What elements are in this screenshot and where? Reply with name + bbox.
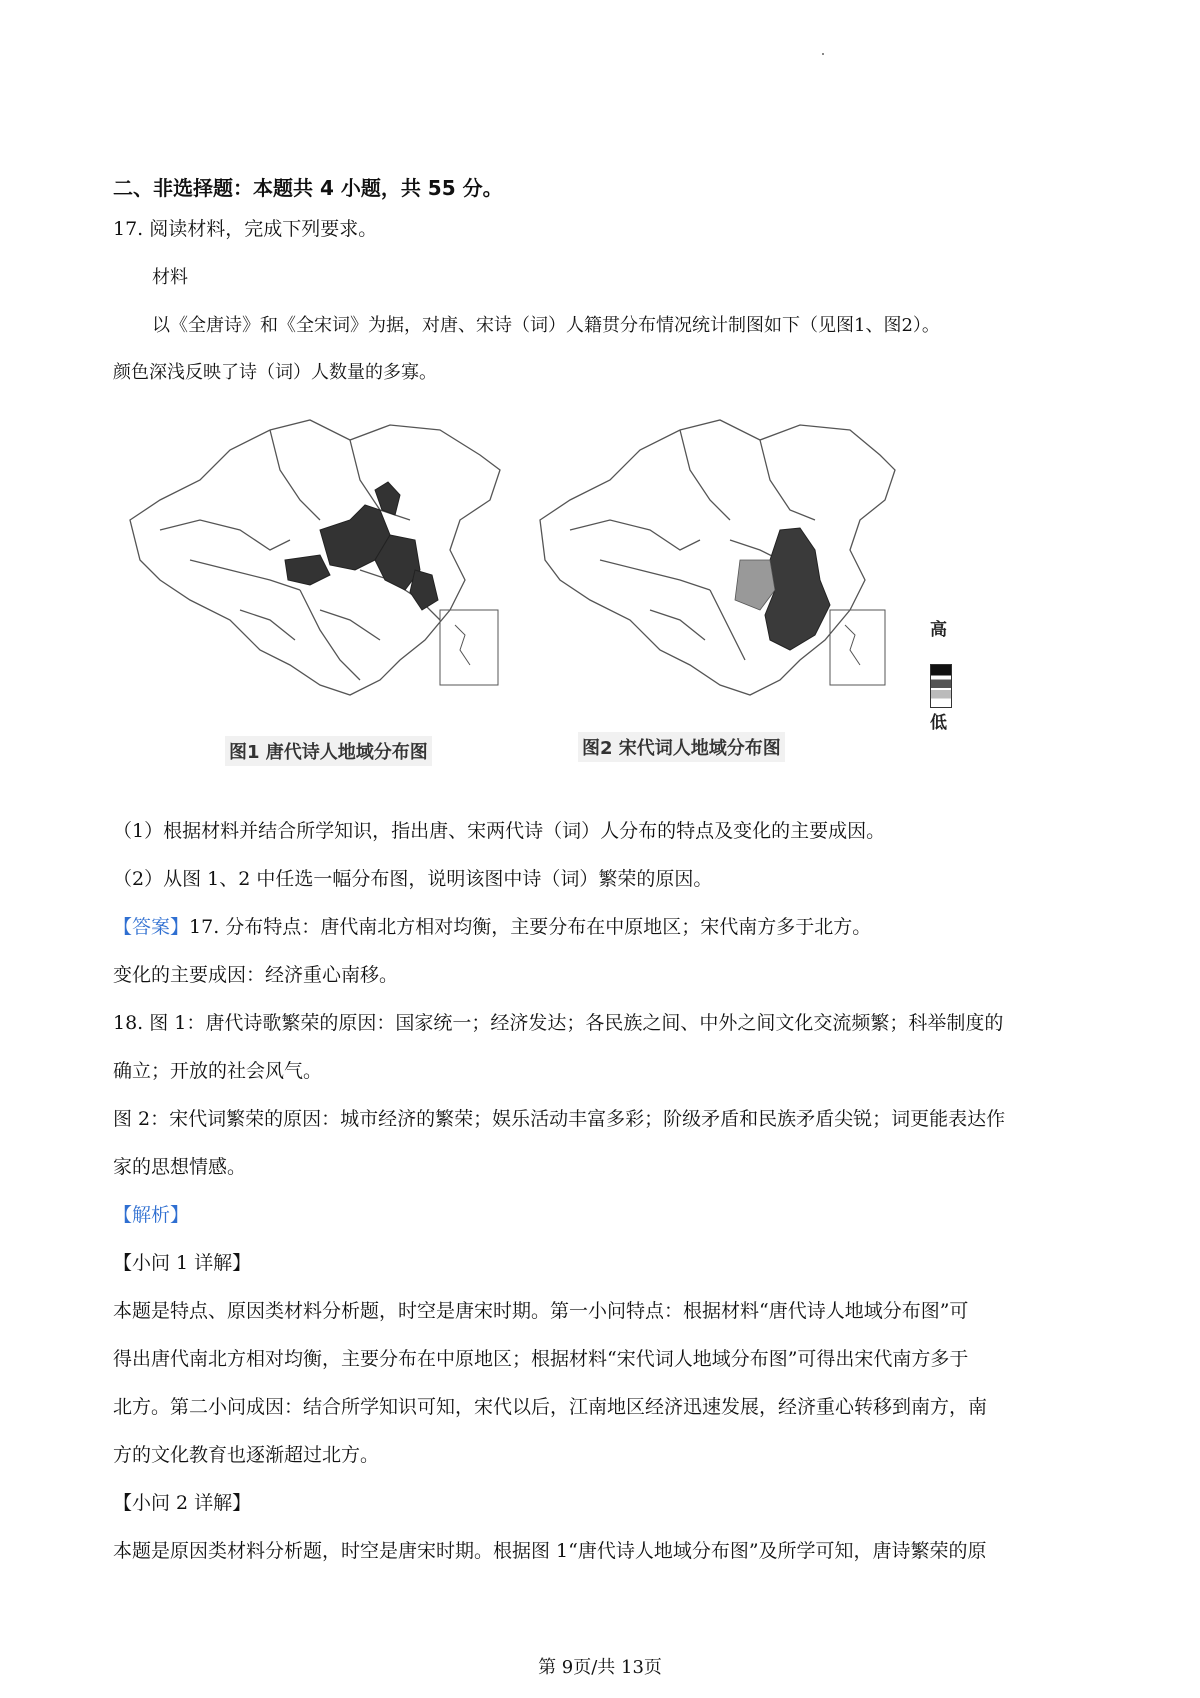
figure-1-caption: 图1 唐代诗人地域分布图 (225, 736, 432, 766)
figure-2-caption: 图2 宋代词人地域分布图 (578, 732, 785, 762)
legend-low-label: 低 (930, 713, 947, 733)
section-title: 二、非选择题：本题共 4 小题，共 55 分。 (113, 176, 503, 200)
answer-line-1 (113, 914, 871, 940)
material-text-line-1: 以《全唐诗》和《全宋词》为据，对唐、宋诗（词）人籍贯分布情况统计制图如下（见图1、图2）。 (152, 315, 940, 336)
legend (926, 620, 966, 733)
sub-question-2: （2）从图 1、2 中任选一幅分布图，说明该图中诗（词）繁荣的原因。 (113, 868, 713, 890)
analysis-sub1-line-4: 方的文化教育也逐渐超过北方。 (113, 1444, 380, 1466)
analysis-sub2-title: 【小问 2 详解】 (113, 1492, 252, 1514)
answer-text-1: 17. 分布特点：唐代南北方相对均衡，主要分布在中原地区；宋代南方多于北方。 (189, 916, 872, 938)
answer-line-5: 图 2：宋代词繁荣的原因：城市经济的繁荣；娱乐活动丰富多彩；阶级矛盾和民族矛盾尖锐；词更能表达作 (113, 1108, 1006, 1130)
answer-line-3: 18. 图 1：唐代诗歌繁荣的原因：国家统一；经济发达；各民族之间、中外之间文化交流频繁；科举制度的 (113, 1012, 1004, 1034)
material-text-line-2: 颜色深浅反映了诗（词）人数量的多寡。 (113, 362, 437, 383)
answer-line-6: 家的思想情感。 (113, 1156, 247, 1178)
song-poets-map (530, 410, 920, 759)
analysis-sub1-line-2: 得出唐代南北方相对均衡，主要分布在中原地区；根据材料“宋代词人地域分布图”可得出宋代南方多于 (113, 1348, 969, 1370)
figure-maps (120, 410, 950, 790)
analysis-sub1-title: 【小问 1 详解】 (113, 1252, 252, 1274)
page-footer: 第 9页/共 13页 (538, 1657, 662, 1678)
analysis-tag: 【解析】 (113, 1204, 190, 1226)
tang-poets-map (120, 410, 520, 763)
analysis-sub2-line-1: 本题是原因类材料分析题，时空是唐宋时期。根据图 1“唐代诗人地域分布图”及所学可知，唐诗繁荣的原 (113, 1540, 987, 1562)
answer-line-2: 变化的主要成因：经济重心南移。 (113, 964, 399, 986)
material-label: 材料 (152, 267, 188, 288)
legend-high-label: 高 (930, 620, 947, 640)
scan-dot (822, 53, 824, 55)
question-17-stem: 17. 阅读材料，完成下列要求。 (113, 218, 378, 240)
legend-color-scale (930, 664, 952, 708)
sub-question-1: （1）根据材料并结合所学知识，指出唐、宋两代诗（词）人分布的特点及变化的主要成因。 (113, 820, 886, 842)
answer-line-4: 确立；开放的社会风气。 (113, 1060, 323, 1082)
analysis-sub1-line-3: 北方。第二小问成因：结合所学知识可知，宋代以后，江南地区经济迅速发展，经济重心转移到南方，南 (113, 1396, 988, 1418)
answer-tag: 【答案】 (113, 916, 190, 938)
analysis-sub1-line-1: 本题是特点、原因类材料分析题，时空是唐宋时期。第一小问特点：根据材料“唐代诗人地域分布图”可 (113, 1300, 969, 1322)
